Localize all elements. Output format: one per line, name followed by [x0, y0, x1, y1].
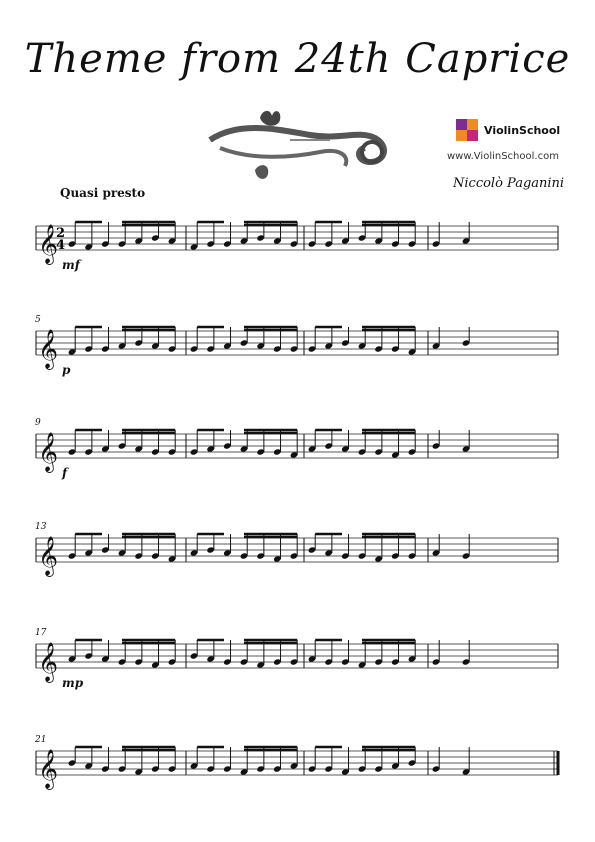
dynamic-marking: p	[62, 363, 71, 377]
staff-system	[0, 522, 595, 602]
treble-clef-icon: 𝄞	[38, 329, 59, 369]
dynamic-marking: mf	[62, 258, 80, 272]
measure-number: 9	[35, 418, 41, 428]
staff-system	[0, 735, 595, 815]
tempo-marking: Quasi presto	[60, 186, 146, 200]
page-title: Theme from 24th Caprice	[24, 36, 571, 82]
measure-number: 5	[35, 315, 41, 325]
brand-logo	[456, 119, 560, 141]
time-signature-top: 2	[56, 226, 66, 241]
measure-number: 13	[35, 522, 47, 532]
time-signature-bottom: 4	[56, 238, 66, 253]
violin-scroll-ornament	[200, 100, 400, 190]
violinschool-logo-icon	[456, 119, 478, 141]
treble-clef-icon: 𝄞	[38, 224, 59, 264]
staff-system	[0, 628, 595, 708]
treble-clef-icon: 𝄞	[38, 536, 59, 576]
brand-name: ViolinSchool	[484, 123, 561, 137]
composer-name: Niccolò Paganini	[453, 176, 565, 191]
website-url: www.ViolinSchool.com	[447, 151, 559, 162]
treble-clef-icon: 𝄞	[38, 642, 59, 682]
measure-number: 21	[35, 735, 47, 745]
staff-system	[0, 210, 595, 290]
staff-system	[0, 315, 595, 395]
dynamic-marking: f	[62, 466, 68, 480]
treble-clef-icon: 𝄞	[38, 749, 59, 789]
dynamic-marking: mp	[62, 676, 84, 690]
measure-number: 17	[35, 628, 47, 638]
treble-clef-icon: 𝄞	[38, 432, 59, 472]
staff-system	[0, 418, 595, 498]
